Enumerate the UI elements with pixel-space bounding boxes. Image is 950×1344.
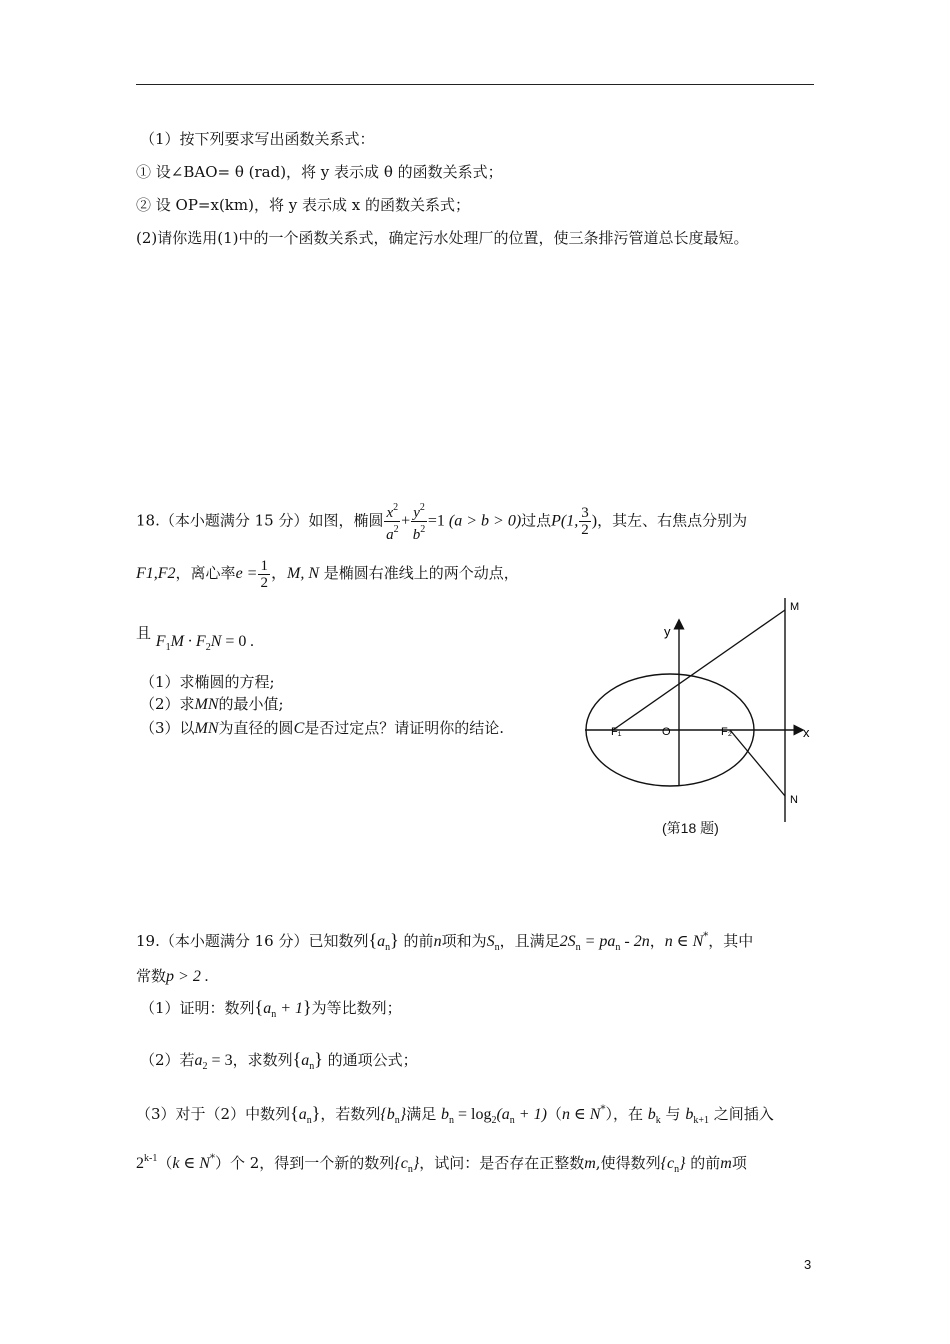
origin-label: O — [662, 726, 671, 738]
q18-line2: F1,F2，离心率e = $\frac{1}{2}$ ，M, N 是椭圆右准线上的两个动点， — [136, 557, 519, 591]
header-rule — [136, 84, 814, 85]
q18-part3: （3）以MN为直径的圆C是否过定点？请证明你的结论. — [140, 719, 505, 737]
q17-part1: （1）按下列要求写出函数关系式： — [140, 130, 375, 148]
n-label: N — [790, 794, 798, 806]
x-axis-label: x — [803, 725, 810, 740]
ellipse-figure — [585, 590, 825, 830]
ellipse-y-term: $\frac{y^2}{b^2}$ — [412, 502, 426, 543]
point-fraction: $\frac{3}{2}$ — [581, 505, 589, 538]
ellipse-x-term: $\frac{x^2}{a^2}$ — [386, 502, 399, 543]
q19-line2: 常数p > 2 . — [136, 967, 209, 985]
figure-caption: (第18 题) — [662, 820, 719, 836]
q19-part3-cont: 2$^{k-1}$（k ∈ N*）个 2，得到一个新的数列$\{c_n\}$，试问：是否存在正整数m,使得数列$\{c_n\}$ 的前m项 — [136, 1153, 747, 1175]
q19-heading: 19.（本小题满分 16 分）已知数列$\{a_n\}$ 的前n项和为$S_n$，且满足$2S_n = pa_n - 2n$，n ∈ N*，其中 — [136, 930, 754, 953]
f2-label: F₂ — [721, 726, 732, 738]
eccentricity-fraction: $\frac{1}{2}$ — [260, 557, 268, 591]
q18-heading: 18.（本小题满分 15 分）如图，椭圆 $\frac{x^2}{a^2}$ + $\frac{y^2}{b^2}$ =1 (a > b > 0)过点P(1, $\frac{3}{2}$ )，其左、右焦点分别为 — [136, 502, 748, 543]
q17-part2: (2)请你选用(1)中的一个函数关系式，确定污水处理厂的位置，使三条排污管道总长度最短。 — [136, 229, 749, 247]
q18-part2: （2）求MN的最小值; — [140, 695, 284, 713]
q18-line3: 且 $F_1M \cdot F_2N = 0$ . — [136, 624, 255, 653]
q18-part1: （1）求椭圆的方程; — [140, 673, 275, 691]
f1-label: F₁ — [611, 726, 622, 738]
q19-part1: （1）证明：数列$\{a_n + 1\}$为等比数列； — [140, 997, 402, 1020]
y-axis-label: y — [664, 624, 671, 639]
q17-sub1: ① 设∠BAO= θ (rad)，将 y 表示成 θ 的函数关系式； — [136, 163, 503, 181]
vector-dot-product: $F_1M \cdot F_2N = 0$ . — [155, 633, 255, 653]
page-number: 3 — [804, 1257, 812, 1272]
q19-part2: （2）若$a_2 = 3$，求数列$\{a_n\}$ 的通项公式； — [140, 1049, 418, 1072]
q17-sub2: ② 设 OP=x(km)，将 y 表示成 x 的函数关系式； — [136, 196, 470, 214]
m-label: M — [790, 601, 800, 613]
q19-part3: （3）对于（2）中数列$\{a_n\}$，若数列$\{b_n\}$满足 $b_n = \log_2(a_n + 1)(n$ ∈ N*），在 $b_k$ 与 $b_{k+1}$ 之间插入 — [136, 1103, 774, 1126]
segment-f1-m — [613, 610, 785, 730]
